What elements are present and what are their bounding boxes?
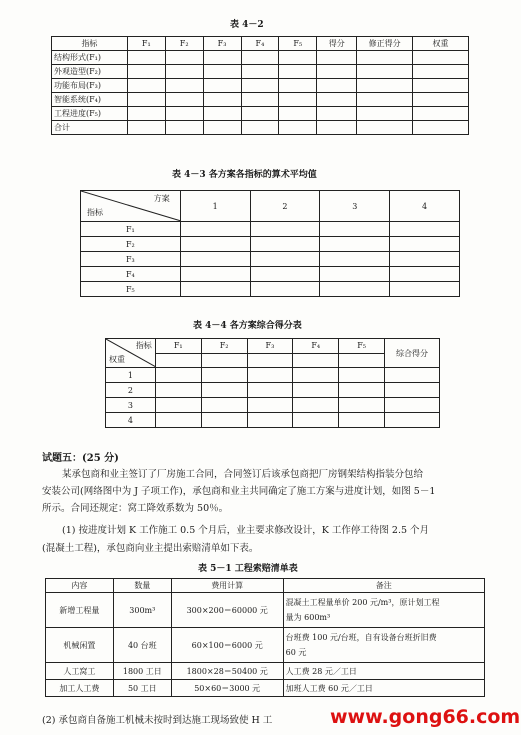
table-row	[52, 107, 469, 121]
table-4-4	[105, 338, 440, 428]
remark-line: 量为 600m³	[285, 613, 331, 622]
row-label: 4	[106, 413, 156, 428]
cell-content: 人工窝工	[46, 663, 114, 680]
row-label: 合计	[52, 121, 128, 135]
header-cell: 1	[180, 191, 250, 222]
header-cell: 数量	[113, 579, 171, 593]
header-cell: 备注	[283, 579, 484, 593]
corner-top-label: 方案	[153, 194, 170, 203]
row-label: 3	[106, 398, 156, 413]
table-row	[81, 252, 460, 267]
header-cell: F₄	[293, 339, 339, 354]
header-cell: 4	[390, 191, 460, 222]
remark-line: 混凝土工程量单价 200 元/m³，原计划工程	[285, 598, 440, 607]
remark-line: 台班费 100 元/台班，自有设备台班折旧费	[285, 633, 437, 642]
row-label: F₂	[81, 237, 181, 252]
paragraph-line: (1) 按进度计划 K 工作施工 0.5 个月后，业主要求修改设计，K 工作停工待图 2.5 个月	[62, 525, 430, 536]
corner-cell	[81, 191, 181, 222]
row-label: 智能系统(F₄)	[52, 93, 128, 107]
table-row	[81, 222, 460, 237]
table-header-row	[46, 579, 485, 593]
table-4-3-caption: 表 4－3 各方案各指标的算术平均值	[172, 170, 317, 180]
row-label: F₁	[81, 222, 181, 237]
cell-quantity: 300m³	[113, 593, 171, 628]
paragraph-line: 所示。合同还规定：窝工降效系数为 50％。	[42, 503, 229, 514]
cell-content: 加工人工费	[46, 680, 114, 697]
header-cell: 2	[250, 191, 320, 222]
header-cell: 指标	[52, 37, 128, 51]
corner-top-label: 指标	[135, 341, 152, 350]
table-row	[46, 680, 485, 697]
table-row	[46, 593, 485, 628]
watermark: www.gong66.com	[330, 706, 521, 728]
cell-quantity: 40 台班	[113, 628, 171, 663]
header-cell: 修正得分	[357, 37, 413, 51]
footer-text: (2) 承包商自备施工机械未按时到达施工现场致使 H 工	[42, 715, 273, 726]
cell-quantity: 50 工日	[113, 680, 171, 697]
section-title: 试题五：(25 分)	[42, 453, 119, 464]
table-row	[106, 368, 440, 383]
cell-cost: 1800×28＝50400 元	[171, 663, 283, 680]
table-4-2	[51, 36, 469, 135]
cell-cost: 50×60＝3000 元	[171, 680, 283, 697]
row-label: 2	[106, 383, 156, 398]
table-row	[106, 413, 440, 428]
table-row	[46, 628, 485, 663]
table-header-row	[106, 339, 440, 354]
header-cell: F₁	[155, 339, 201, 354]
row-label: F₃	[81, 252, 181, 267]
row-label: 结构形式(F₁)	[52, 51, 128, 65]
table-row	[52, 51, 469, 65]
table-header-row	[52, 37, 469, 51]
cell-content: 机械闲置	[46, 628, 114, 663]
table-row	[46, 663, 485, 680]
table-header-row	[81, 191, 460, 222]
row-label: 工程进度(F₅)	[52, 107, 128, 121]
row-label: 外观造型(F₂)	[52, 65, 128, 79]
table-5-1	[45, 578, 485, 697]
corner-bottom-label: 指标	[87, 208, 103, 217]
header-cell: 权重	[413, 37, 469, 51]
paragraph-line: (混凝土工程)，承包商向业主提出索赔清单如下表。	[42, 543, 259, 554]
row-label: F₄	[81, 267, 181, 282]
header-cell: F₁	[127, 37, 165, 51]
header-cell: 费用计算	[171, 579, 283, 593]
header-cell: F₂	[165, 37, 203, 51]
table-row	[52, 93, 469, 107]
table-row	[52, 65, 469, 79]
table-row	[106, 398, 440, 413]
table-4-3	[80, 190, 460, 297]
table-row	[52, 121, 469, 135]
cell-remark	[283, 628, 484, 663]
cell-cost: 60×100＝6000 元	[171, 628, 283, 663]
header-cell: F₄	[241, 37, 279, 51]
table-row	[81, 282, 460, 297]
cell-quantity: 1800 工日	[113, 663, 171, 680]
header-cell: F₅	[339, 339, 385, 354]
table-row	[81, 237, 460, 252]
header-cell: F₃	[247, 339, 293, 354]
header-cell: 得分	[317, 37, 357, 51]
remark-line: 60 元	[285, 648, 307, 657]
corner-bottom-label: 权重	[109, 355, 125, 364]
table-5-1-caption: 表 5－1 工程索赔清单表	[198, 564, 298, 574]
row-label: F₅	[81, 282, 181, 297]
header-cell: F₂	[201, 339, 247, 354]
paragraph-line: 安装公司(网络图中为 J 子项工作)，承包商和业主共同确定了施工方案与进度计划，如图 5－1	[42, 486, 436, 497]
header-cell: F₃	[203, 37, 241, 51]
header-cell: F₅	[279, 37, 317, 51]
cell-cost: 300×200＝60000 元	[171, 593, 283, 628]
table-row	[52, 79, 469, 93]
cell-remark	[283, 593, 484, 628]
header-cell: 综合得分	[385, 339, 440, 368]
header-cell: 3	[320, 191, 390, 222]
cell-content: 新增工程量	[46, 593, 114, 628]
table-row	[106, 383, 440, 398]
row-label: 1	[106, 368, 156, 383]
row-label: 功能布局(F₃)	[52, 79, 128, 93]
table-4-4-caption: 表 4－4 各方案综合得分表	[193, 321, 302, 331]
paragraph-line: 某承包商和业主签订了厂房施工合同，合同签订后该承包商把厂房钢架结构指装分包给	[62, 469, 424, 480]
header-cell: 内容	[46, 579, 114, 593]
table-row	[81, 267, 460, 282]
corner-cell	[106, 339, 156, 368]
cell-remark: 人工费 28 元／工日	[283, 663, 484, 680]
table-4-2-caption: 表 4－2	[230, 20, 264, 30]
cell-remark: 加班人工费 60 元／工日	[283, 680, 484, 697]
